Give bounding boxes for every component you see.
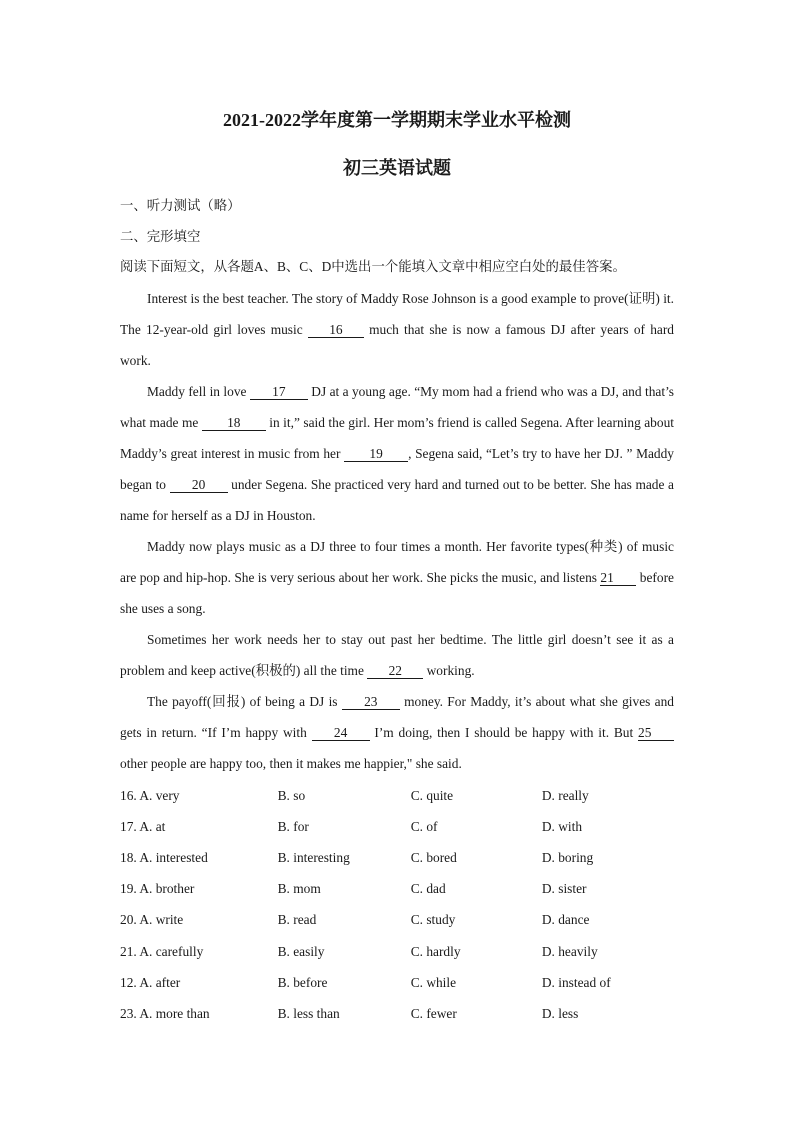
option-d: D. really [541,787,589,803]
blank-22: 22 [367,663,423,679]
paragraph-1 [120,283,674,376]
option-a: 12. A. after [120,974,181,990]
blank-23: 23 [342,694,400,710]
option-a: 16. A. very [120,787,180,803]
option-a: 23. A. more than [120,1005,210,1021]
blank-21: 21 [600,570,636,586]
page-title: 2021-2022学年度第一学期期末学业水平检测 [223,110,571,130]
option-d: D. less [541,1005,579,1021]
option-d: D. instead of [541,974,611,990]
option-b: B. for [277,818,309,834]
question-row [120,936,674,967]
option-d: D. sister [541,881,587,897]
blank-25: 25 [638,725,674,741]
option-b: B. mom [277,881,321,897]
option-a: 21. A. carefully [120,943,204,959]
section-heading-listening: 一、听力测试（略） [120,198,241,213]
question-row [120,811,674,842]
option-a: 18. A. interested [120,849,208,865]
option-d: D. boring [541,849,594,865]
paragraph-3 [120,531,674,624]
option-d: D. heavily [541,943,598,959]
blank-19: 19 [344,446,408,462]
paragraph-text: The payoff(回报) of being a DJ is [147,694,342,709]
question-row [120,842,674,873]
paragraph-text: Maddy fell in love [147,384,250,399]
paragraph-text: Maddy now plays music as a DJ three to four times a month. Her favorite types(种类) of music are pop and hip-hop. She is very serious about her work. She picks the music, and listens [120,539,674,585]
page-subtitle: 初三英语试题 [343,158,451,178]
paragraph-text: much that she is now a famous DJ after years of hard work. [120,322,674,368]
instruction-text: 阅读下面短文，从各题A、B、C、D中选出一个能填入文章中相应空白处的最佳答案。 [120,259,626,274]
option-a: 17. A. at [120,818,166,834]
option-c: C. while [410,974,457,990]
option-b: B. easily [277,943,325,959]
paragraph-text: I’m doing, then I should be happy with it. But [369,725,638,740]
paragraph-text: money. For Maddy, it’s about what she gives and gets in return. “If I’m happy with [120,694,674,740]
question-row [120,905,674,936]
option-c: C. dad [410,881,446,897]
option-b: B. less than [277,1005,340,1021]
paragraph-text: Interest is the best teacher. The story of Maddy Rose Johnson is a good example to prove(证明) it. The 12-year-old girl loves music [120,291,674,337]
blank-20: 20 [170,477,228,493]
paragraph-text: other people are happy too, then it makes me happier," she said. [120,756,462,771]
blank-16: 16 [308,322,364,338]
option-c: C. quite [410,787,454,803]
paragraph-text: , Segena said, “Let’s try to have her DJ. ” Maddy began to [120,446,674,492]
paragraph-text: in it,” said the girl. Her mom’s friend is called Segena. After learning about Maddy’s great interest in music from her [120,415,674,461]
option-a: 19. A. brother [120,881,195,897]
option-c: C. study [410,912,456,928]
blank-24: 24 [312,725,370,741]
passage [120,283,674,779]
blank-18: 18 [202,415,266,431]
question-row [120,874,674,905]
paragraph-text: under Segena. She practiced very hard and turned out to be better. She has made a name for herself as a DJ in Houston. [120,477,674,523]
option-b: B. before [277,974,328,990]
option-b: B. so [277,787,306,803]
paragraph-text: DJ at a young age. “My mom had a friend who was a DJ, and that’s what made me [120,384,674,430]
paragraph-text: Sometimes her work needs her to stay out past her bedtime. The little girl doesn’t see it as a problem and keep active(积极的) all the time [120,632,674,678]
paragraph-4 [120,624,674,686]
option-d: D. with [541,818,583,834]
option-a: 20. A. write [120,912,184,928]
option-c: C. hardly [410,943,461,959]
paragraph-text: working. [423,663,475,678]
option-c: C. of [410,818,438,834]
paragraph-5 [120,686,674,779]
section-heading-cloze: 二、完形填空 [120,229,201,244]
exam-page [120,100,674,1030]
option-c: C. bored [410,849,457,865]
paragraph-text: before she uses a song. [120,570,674,616]
option-b: B. read [277,912,317,928]
blank-17: 17 [250,384,308,400]
question-row [120,998,674,1029]
question-row [120,780,674,811]
question-row [120,967,674,998]
paragraph-2 [120,376,674,531]
answer-options [120,780,674,1030]
option-b: B. interesting [277,849,350,865]
option-c: C. fewer [410,1005,457,1021]
option-d: D. dance [541,912,590,928]
